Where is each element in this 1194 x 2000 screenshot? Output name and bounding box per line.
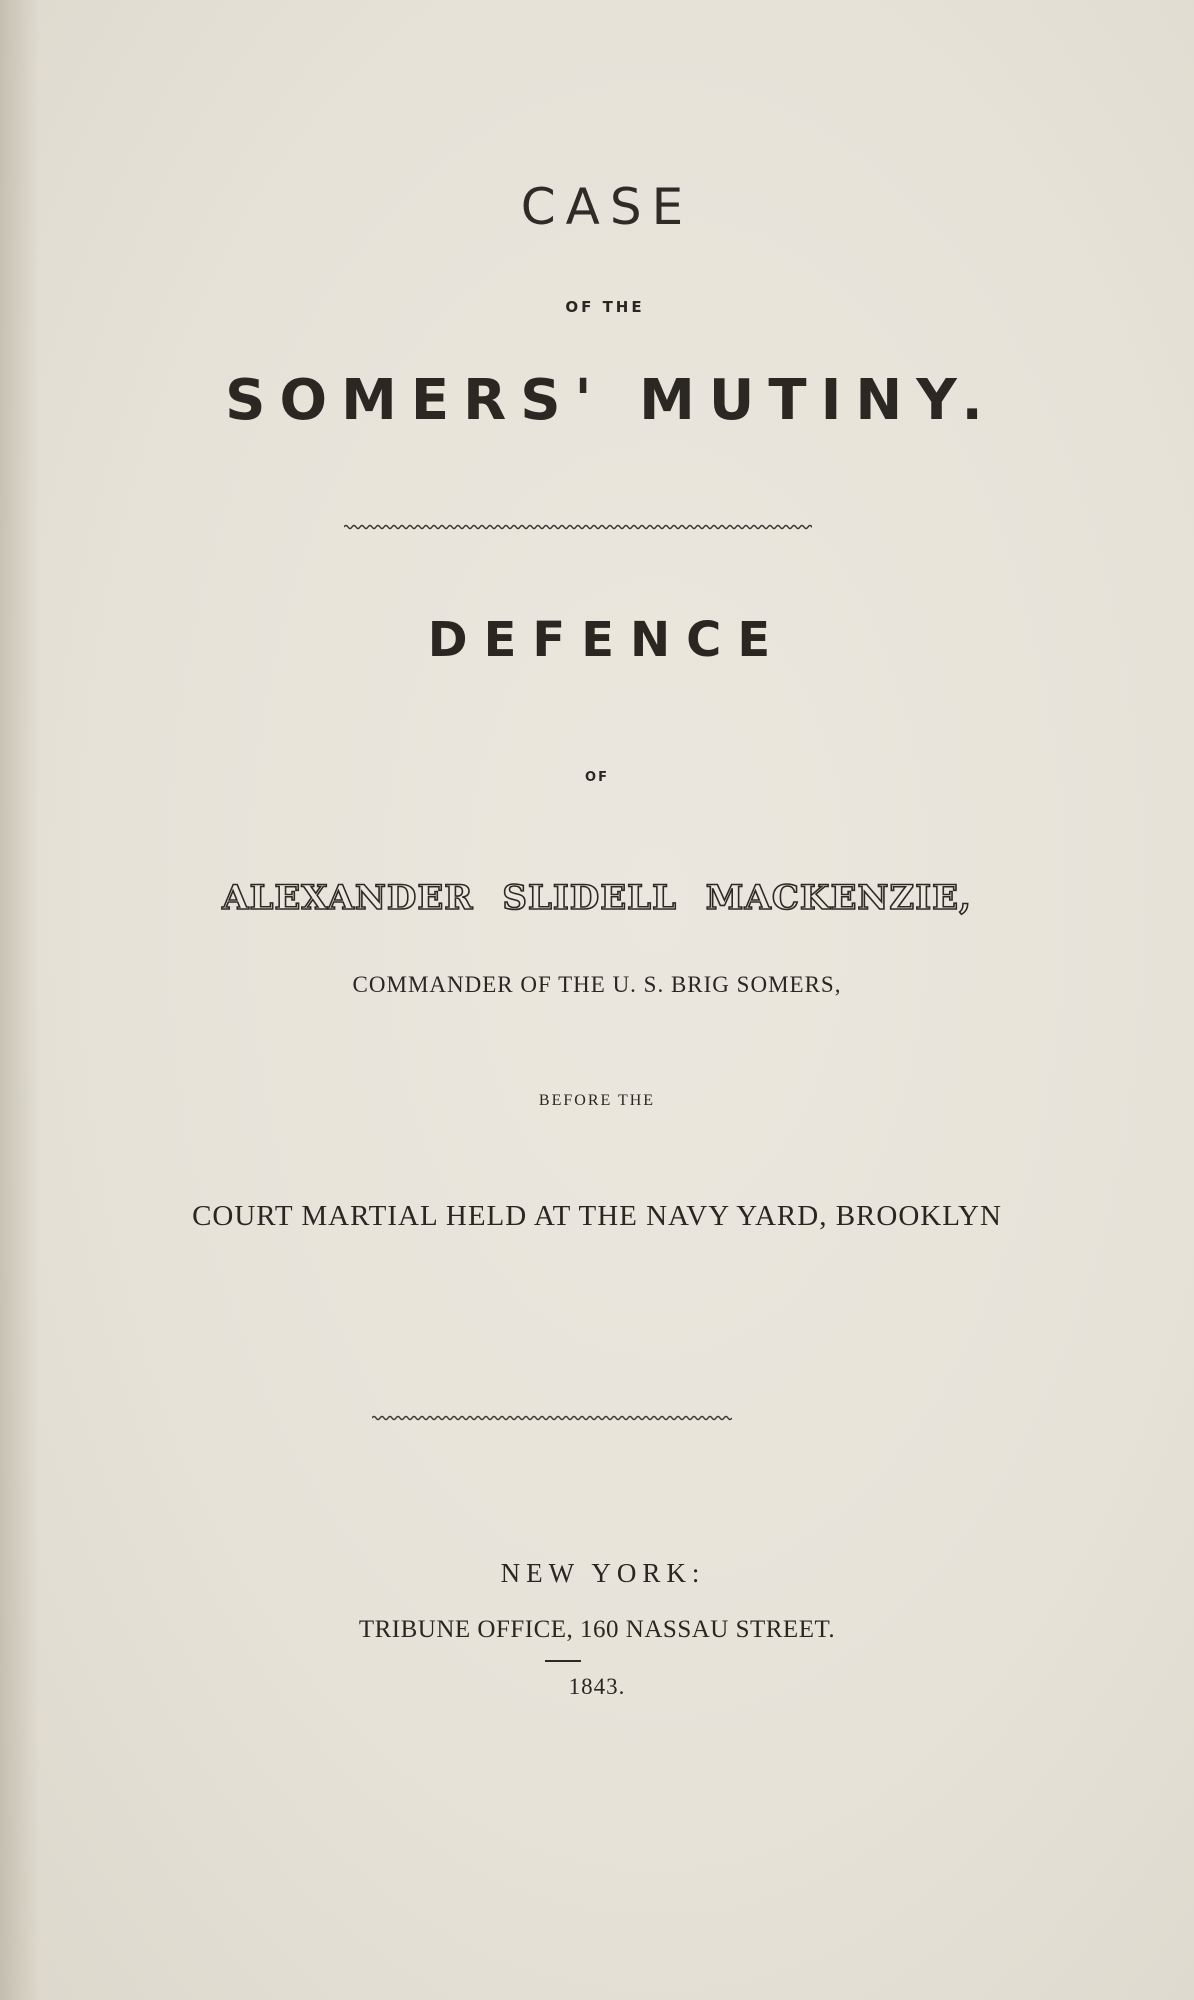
title-of-the: OF THE bbox=[565, 298, 645, 316]
author-name: ALEXANDER SLIDELL MACKENZIE, bbox=[222, 878, 972, 918]
defence-heading: DEFENCE bbox=[427, 612, 787, 668]
author-rank: COMMANDER OF THE U. S. BRIG SOMERS, bbox=[352, 972, 842, 997]
main-title: SOMERS' MUTINY. bbox=[225, 368, 997, 433]
court-line: COURT MARTIAL HELD AT THE NAVY YARD, BROOKLYN bbox=[192, 1200, 1002, 1232]
imprint-year: 1843. bbox=[568, 1674, 626, 1699]
short-rule bbox=[545, 1660, 581, 1662]
wavy-rule-bottom bbox=[372, 1413, 732, 1423]
title-case: CASE bbox=[520, 178, 694, 236]
before-the-label: BEFORE THE bbox=[538, 1092, 656, 1109]
imprint-publisher: TRIBUNE OFFICE, 160 NASSAU STREET. bbox=[358, 1616, 836, 1643]
wavy-rule-top bbox=[344, 522, 812, 532]
imprint-place: NEW YORK: bbox=[500, 1558, 706, 1588]
of-label: OF bbox=[585, 770, 609, 785]
